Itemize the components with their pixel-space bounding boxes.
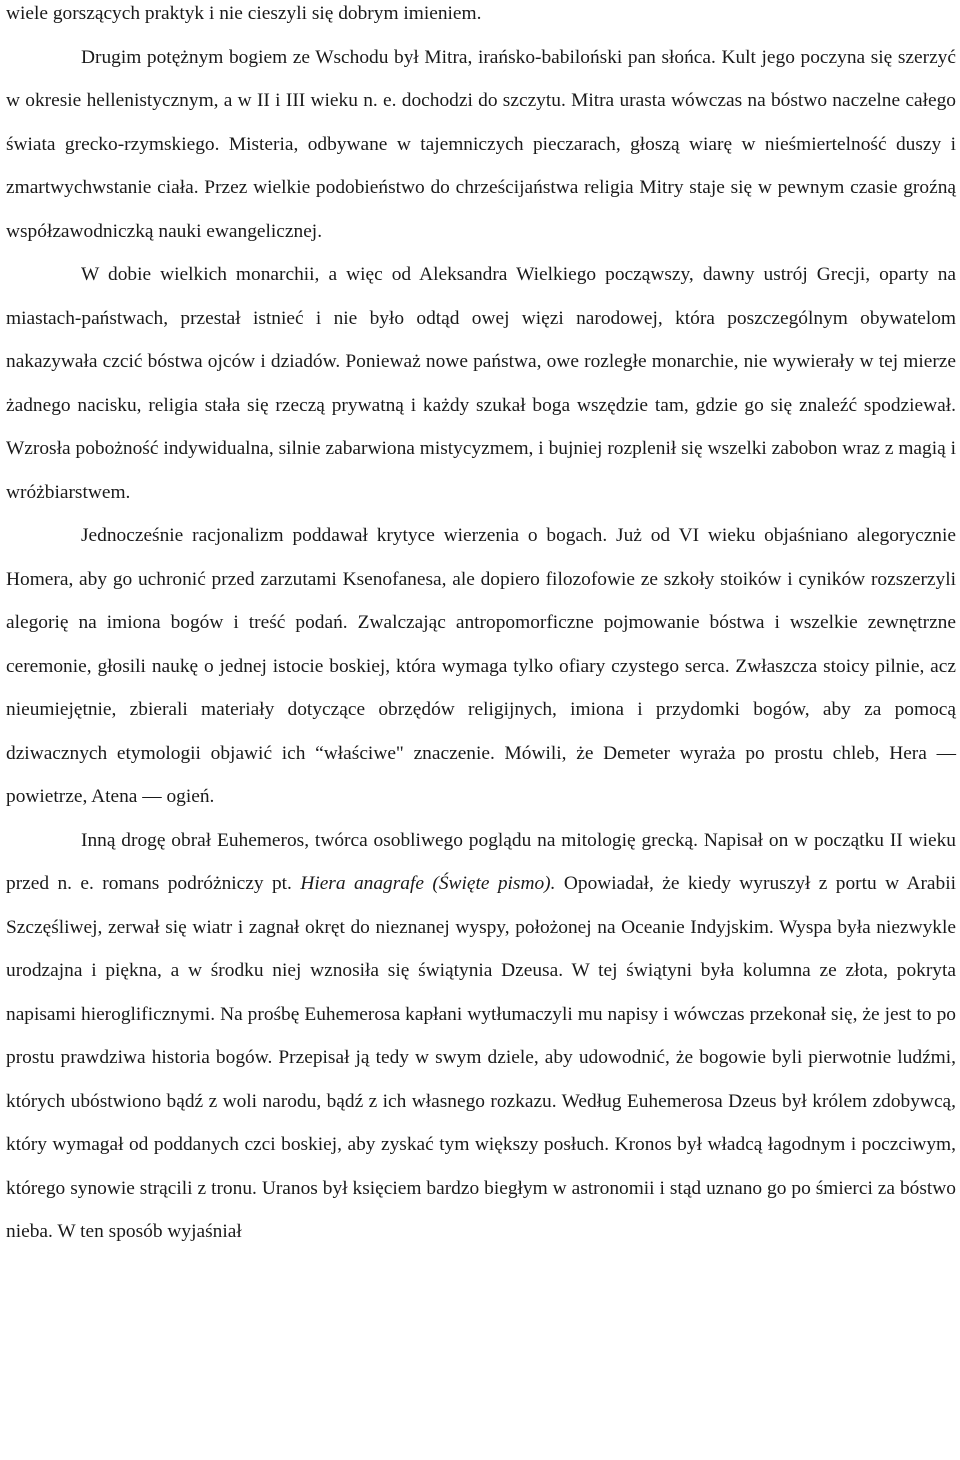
paragraph-euhemeros xyxy=(6,819,956,1254)
book-title-italic: Hiera anagrafe (Święte pismo). xyxy=(300,873,556,894)
paragraph-text: W dobie wielkich monarchii, a więc od Aleksandra Wielkiego począwszy, dawny ustrój Grecji, oparty na miastach-państwach, przestał istnieć i nie było odtąd owej więzi narodowej, która poszczególnym obywatelom nakazywała czcić bóstwa ojców i dziadów. Ponieważ nowe państwa, owe rozległe monarchie, nie wywierały w tej mierze żadnego nacisku, religia stała się rzeczą prywatną i każdy szukał boga wszędzie tam, gdzie go się znaleźć spodziewał. Wzrosła pobożność indywidualna, silnie zabarwiona mistycyzmem, i bujniej rozplenił się wszelki zabobon wraz z magią i wróżbiarstwem. xyxy=(6,264,956,503)
paragraph-mitra xyxy=(6,36,956,254)
paragraph-text: wiele gorszących praktyk i nie cieszyli się dobrym imieniem. xyxy=(6,3,482,24)
paragraph-monarchies xyxy=(6,253,956,514)
paragraph-text: Jednocześnie racjonalizm poddawał krytyce wierzenia o bogach. Już od VI wieku objaśniano alegorycznie Homera, aby go uchronić przed zarzutami Ksenofanesa, ale dopiero filozofowie ze szkoły stoików i cyników rozszerzyli alegorię na imiona bogów i treść podań. Zwalczając antropomorficzne pojmowanie bóstwa i wszelkie zewnętrzne ceremonie, głosili naukę o jednej istocie boskiej, która wymaga tylko ofiary czystego serca. Zwłaszcza stoicy pilnie, acz nieumiejętnie, zbierali materiały dotyczące obrzędów religijnych, imiona i przydomki bogów, aby za pomocą dziwacznych etymologii objawić ich “właściwe" znaczenie. Mówili, że Demeter wyraża po prostu chleb, Hera — powietrze, Atena — ogień. xyxy=(6,525,956,807)
paragraph-rationalism xyxy=(6,514,956,819)
paragraph-text: Inną drogę obrał Euhemeros, twórca osobliwego poglądu na mitologię grecką. Napisał on w początku II wieku przed n. e. romans podróżniczy pt. xyxy=(6,829,956,894)
paragraph-text: Drugim potężnym bogiem ze Wschodu był Mitra, irańsko-babiloński pan słońca. Kult jego poczyna się szerzyć w okresie hellenistycznym, a w II i III wieku n. e. dochodzi do szczytu. Mitra urasta wówczas na bóstwo naczelne całego świata grecko-rzymskiego. Misteria, odbywane w tajemniczych pieczarach, głoszą wiarę w nieśmiertelność duszy i zmartwychwstanie ciała. Przez wielkie podobieństwo do chrześcijaństwa religia Mitry staje się w pewnym czasie groźną współzawodniczką nauki ewangelicznej. xyxy=(6,46,956,242)
paragraph-text: Opowiadał, że kiedy wyruszył z portu w Arabii Szczęśliwej, zerwał się wiatr i zagnał okręt do nieznanej wyspy, położonej na Oceanie Indyjskim. Wyspa była niezwykle urodzajna i piękna, a w środku niej wznosiła się świątynia Dzeusa. W tej świątyni była kolumna ze złota, pokryta napisami hieroglificznymi. Na prośbę Euhemerosa kapłani wytłumaczyli mu napisy i wówczas przekonał się, że jest to po prostu prawdziwa historia bogów. Przepisał ją tedy w swym dziele, aby udowodnić, że bogowie byli pierwotnie ludźmi, których ubóstwiono bądź z woli narodu, bądź z ich własnego rozkazu. Według Euhemerosa Dzeus był królem zdobywcą, który wymagał od poddanych czci boskiej, aby zyskać tym większy posłuch. Kronos był władcą łagodnym i poczciwym, którego synowie strącili z tronu. Uranos był księciem bardzo biegłym w astronomii i stąd uznano go po śmierci za bóstwo nieba. W ten sposób wyjaśniał xyxy=(6,873,956,1242)
paragraph-continuation xyxy=(6,0,956,36)
document-page xyxy=(6,0,956,1254)
